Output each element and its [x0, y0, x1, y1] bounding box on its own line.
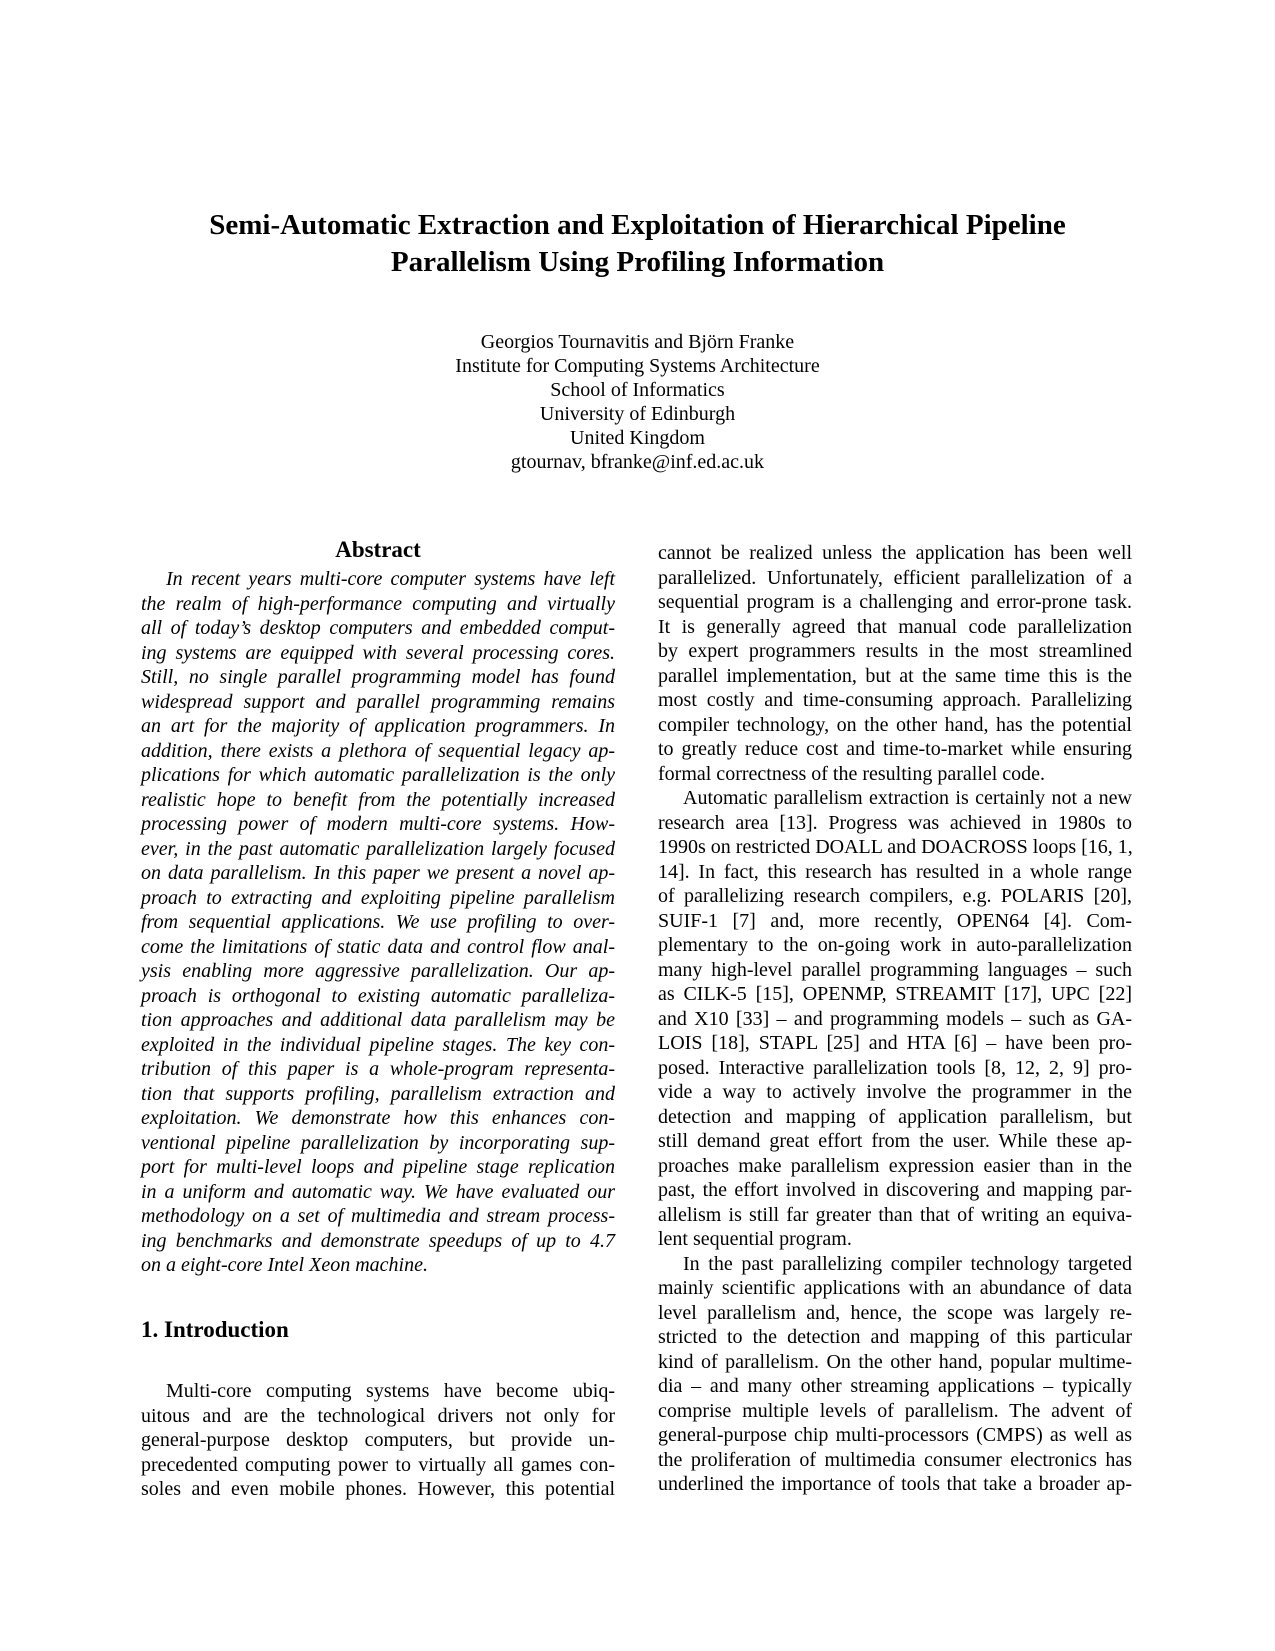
text-line: ing systems are equipped with several processing cores. [141, 641, 615, 664]
text-line: vide a way to actively involve the programmer in the [658, 1081, 1132, 1103]
author-email: gtournav, bfranke@inf.ed.ac.uk [510, 451, 765, 473]
text-line: from sequential applications. We use profiling to over- [141, 911, 615, 933]
abstract-body [141, 567, 615, 1278]
text-line: ever, in the past automatic parallelization largely focused [141, 837, 615, 860]
text-line: past, the effort involved in discovering and mapping par- [658, 1179, 1132, 1201]
text-line: and X10 [33] – and programming models – such as GA- [658, 1007, 1132, 1030]
text-line: realistic hope to benefit from the potentially increased [141, 788, 615, 811]
text-line: tion approaches and additional data parallelism may be [141, 1009, 615, 1031]
text-line: of parallelizing research compilers, e.g. POLARIS [20], [658, 885, 1132, 907]
text-line: dia – and many other streaming applications – typically [658, 1375, 1132, 1397]
text-line: Still, no single parallel programming model has found [141, 666, 615, 688]
text-line: still demand great effort from the user. While these ap- [658, 1130, 1132, 1152]
text-line: plementary to the on-going work in auto-parallelization [658, 934, 1132, 956]
text-line: soles and even mobile phones. However, this potential [141, 1478, 615, 1500]
text-line: detection and mapping of application parallelism, but [658, 1105, 1132, 1128]
author-block [100, 330, 1175, 474]
text-line: most costly and time-consuming approach. Parallelizing [658, 689, 1132, 711]
text-line: processing power of modern multi-core systems. How- [141, 813, 615, 835]
text-line: parallel implementation, but at the same time this is the [658, 664, 1132, 687]
text-line: ing benchmarks and demonstrate speedups of up to 4.7 [141, 1229, 615, 1252]
introduction-right-column [658, 541, 1132, 1497]
text-line: by expert programmers results in the most streamlined [658, 640, 1132, 662]
affiliation-line: University of Edinburgh [539, 403, 736, 425]
text-line: proach is orthogonal to existing automatic paralleliza- [141, 984, 615, 1007]
text-line: on data parallelism. In this paper we present a novel ap- [141, 862, 615, 884]
text-line: posed. Interactive parallelization tools [8, 12, 2, 9] pro- [658, 1056, 1132, 1079]
author-names: Georgios Tournavitis and Björn Franke [480, 331, 795, 353]
text-line: precedented computing power to virtually all games con- [141, 1453, 615, 1476]
text-line: exploitation. We demonstrate how this enhances con- [141, 1107, 615, 1129]
text-line: proaches make parallelism expression easier than in the [658, 1154, 1132, 1177]
text-line: tion that supports profiling, parallelism extraction and [141, 1082, 615, 1105]
text-line: general-purpose chip multi-processors (CMPS) as well as [658, 1424, 1132, 1446]
text-line: ysis enabling more aggressive parallelization. Our ap- [141, 960, 615, 982]
text-line: to greatly reduce cost and time-to-market while ensuring [658, 738, 1132, 760]
text-line: lent sequential program. [658, 1228, 852, 1250]
text-line: research area [13]. Progress was achieved in 1980s to [658, 811, 1132, 834]
text-line: methodology on a set of multimedia and stream process- [141, 1205, 615, 1227]
text-line: 1990s on restricted DOALL and DOACROSS loops [16, 1, [658, 836, 1133, 858]
text-line: formal correctness of the resulting parallel code. [658, 762, 1046, 785]
text-line: cannot be realized unless the application has been well [658, 542, 1132, 564]
text-line: stricted to the detection and mapping of this particular [658, 1326, 1132, 1348]
text-line: LOIS [18], STAPL [25] and HTA [6] – have been pro- [658, 1032, 1132, 1054]
text-line: parallelized. Unfortunately, efficient parallelization of a [658, 566, 1132, 589]
text-line: ventional pipeline parallelization by incorporating sup- [141, 1131, 615, 1154]
text-line: port for multi-level loops and pipeline stage replication [141, 1156, 615, 1178]
text-line: widespread support and parallel programming remains [141, 690, 615, 713]
paper-title [100, 207, 1175, 281]
text-line: compiler technology, on the other hand, has the potential [658, 713, 1132, 736]
text-line: many high-level parallel programming languages – such [658, 958, 1132, 981]
text-line: It is generally agreed that manual code parallelization [658, 615, 1132, 638]
text-line: tribution of this paper is a whole-program representa- [141, 1058, 615, 1080]
text-line: an art for the majority of application programmers. In [141, 715, 615, 737]
text-line: SUIF-1 [7] and, more recently, OPEN64 [4]. Com- [658, 909, 1132, 932]
text-line: the proliferation of multimedia consumer electronics has [658, 1448, 1132, 1471]
introduction-heading: 1. Introduction [141, 1317, 289, 1342]
text-line: in a uniform and automatic way. We have evaluated our [141, 1180, 615, 1203]
text-line: mainly scientific applications with an abundance of data [658, 1277, 1132, 1299]
text-line: comprise multiple levels of parallelism. The advent of [658, 1399, 1132, 1422]
introduction-left-column [141, 1379, 615, 1502]
affiliation-line: United Kingdom [570, 427, 705, 449]
title-line: Semi-Automatic Extraction and Exploitation of Hierarchical Pipeline [209, 209, 1066, 241]
text-line: uitous and are the technological drivers not only for [141, 1404, 615, 1427]
text-line: 14]. In fact, this research has resulted in a whole range [658, 860, 1132, 883]
affiliation-line: School of Informatics [550, 379, 725, 401]
text-line: plications for which automatic parallelization is the only [141, 764, 615, 786]
text-line: In the past parallelizing compiler technology targeted [683, 1252, 1132, 1275]
text-line: level parallelism and, hence, the scope was largely re- [658, 1301, 1132, 1324]
text-line: all of today’s desktop computers and embedded comput- [141, 617, 615, 639]
text-line: proach to extracting and exploiting pipeline parallelism [141, 886, 615, 909]
text-line: addition, there exists a plethora of sequential legacy ap- [141, 739, 615, 762]
text-line: sequential program is a challenging and error-prone task. [658, 591, 1132, 613]
text-line: as CILK-5 [15], OPENMP, STREAMIT [17], UPC [22] [658, 983, 1132, 1005]
text-line: underlined the importance of tools that take a broader ap- [658, 1473, 1132, 1495]
text-line: Multi-core computing systems have become ubiq- [166, 1380, 615, 1402]
text-line: In recent years multi-core computer systems have left [166, 568, 615, 590]
affiliation-line: Institute for Computing Systems Architecture [455, 355, 820, 377]
text-line: come the limitations of static data and control flow anal- [141, 935, 615, 958]
abstract-heading: Abstract [335, 537, 421, 562]
text-line: Automatic parallelism extraction is certainly not a new [683, 787, 1132, 809]
title-line: Parallelism Using Profiling Information [390, 246, 885, 278]
text-line: the realm of high-performance computing and virtually [141, 592, 615, 615]
text-line: kind of parallelism. On the other hand, popular multime- [658, 1350, 1132, 1373]
text-line: on a eight-core Intel Xeon machine. [141, 1254, 428, 1276]
text-line: exploited in the individual pipeline stages. The key con- [141, 1033, 615, 1056]
text-line: allelism is still far greater than that of writing an equiva- [658, 1203, 1132, 1226]
text-line: general-purpose desktop computers, but provide un- [141, 1429, 615, 1451]
